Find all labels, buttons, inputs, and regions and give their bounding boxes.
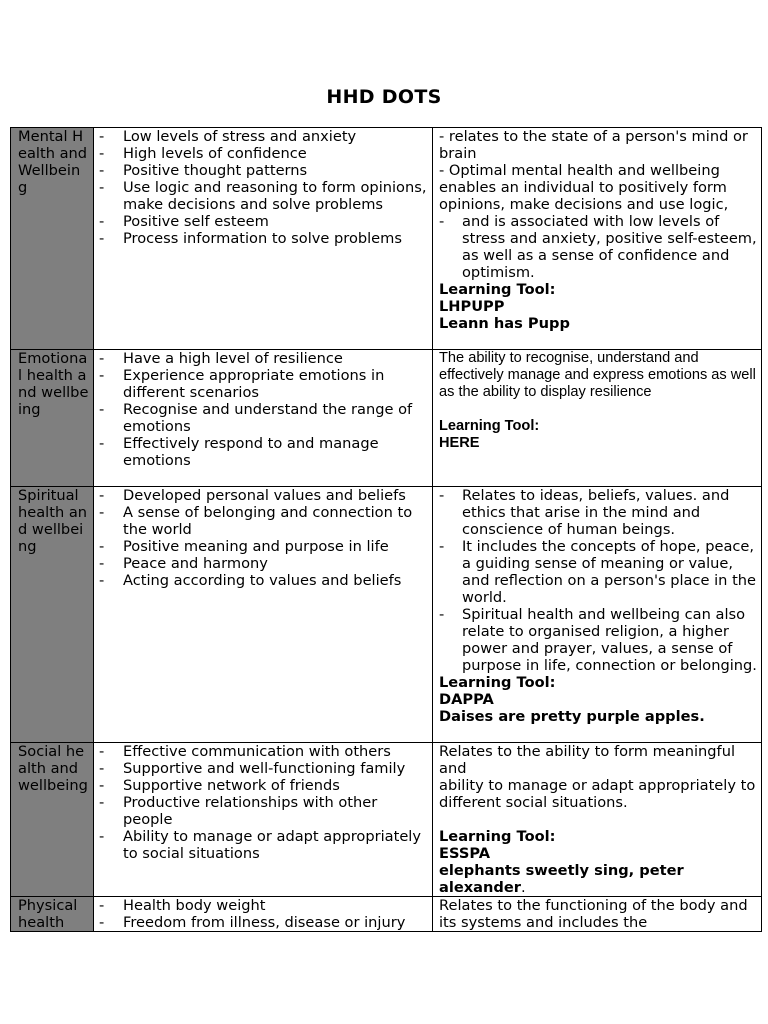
list-item: - Positive thought patterns	[99, 162, 428, 179]
list-item: - It includes the concepts of hope, peace, a guiding sense of meaning or value, and reflection on a person's place in the world.	[439, 538, 757, 606]
features-cell	[94, 487, 433, 743]
learning-tool-label: Learning Tool:	[439, 418, 540, 434]
category-cell: Mental Health and Wellbeing	[11, 128, 94, 350]
category-cell: Emotional health and wellbeing	[11, 350, 94, 487]
list-item: - Health body weight	[99, 897, 428, 914]
list-item: - Use logic and reasoning to form opinions, make decisions and solve problems	[99, 179, 428, 213]
learning-tool-label: Learning Tool:	[439, 828, 556, 845]
category-cell: Social health and wellbeing	[11, 743, 94, 897]
spacer	[439, 401, 757, 418]
list-item: - Supportive network of friends	[99, 777, 428, 794]
learning-tool-phrase: Leann has Pupp	[439, 315, 570, 332]
learning-tool-code: ESSPA	[439, 845, 490, 862]
list-item: - Relates to ideas, beliefs, values. and ethics that arise in the mind and conscience of human beings.	[439, 487, 757, 538]
description-cell	[433, 897, 762, 932]
features-cell	[94, 350, 433, 487]
list-item: - Freedom from illness, disease or injury	[99, 914, 428, 931]
list-item: - Supportive and well-functioning family	[99, 760, 428, 777]
learning-tool-code: LHPUPP	[439, 298, 505, 315]
description-cell	[433, 743, 762, 897]
table-row-emotional	[11, 350, 762, 487]
page-title: HHD DOTS	[326, 86, 442, 108]
list-item: - Productive relationships with other people	[99, 794, 428, 828]
list-item: - Effective communication with others	[99, 743, 428, 760]
table-row-social	[11, 743, 762, 897]
description-text: Relates to the functioning of the body and its systems and includes the	[439, 897, 748, 931]
spacer	[439, 811, 757, 828]
learning-tool-phrase-end: .	[520, 879, 526, 896]
table-row-physical	[11, 897, 762, 932]
description-text: ability to manage or adapt appropriately to different social situations.	[439, 777, 756, 811]
list-item: - and is associated with low levels of stress and anxiety, positive self-esteem, as well as a sense of confidence and optimism.	[439, 213, 757, 281]
list-item: - Positive meaning and purpose in life	[99, 538, 428, 555]
list-item: - Positive self esteem	[99, 213, 428, 230]
features-list	[99, 743, 428, 862]
description-list	[439, 487, 757, 674]
learning-tool-code: HERE	[439, 435, 480, 451]
description-text: - relates to the state of a person's mind or brain	[439, 128, 748, 162]
description-list	[439, 213, 757, 281]
features-list	[99, 487, 428, 589]
description-cell	[433, 128, 762, 350]
features-cell	[94, 128, 433, 350]
learning-tool-code: DAPPA	[439, 691, 494, 708]
list-item: - A sense of belonging and connection to the world	[99, 504, 428, 538]
description-text: The ability to recognise, understand and effectively manage and express emotions as well as the ability to display resilience	[439, 350, 756, 400]
description-cell	[433, 487, 762, 743]
list-item: - Peace and harmony	[99, 555, 428, 572]
features-list	[99, 350, 428, 469]
description-text: - Optimal mental health and wellbeing enables an individual to positively form opinions, make decisions and use logic,	[439, 162, 729, 213]
table-row-mental	[11, 128, 762, 350]
features-list	[99, 897, 428, 931]
list-item: - Recognise and understand the range of emotions	[99, 401, 428, 435]
category-cell: Physical health	[11, 897, 94, 932]
learning-tool-phrase: elephants sweetly sing, peter alexander	[439, 862, 684, 896]
features-cell	[94, 743, 433, 897]
category-cell: Spiritual health and wellbeing	[11, 487, 94, 743]
table-row-spiritual	[11, 487, 762, 743]
list-item: - Have a high level of resilience	[99, 350, 428, 367]
learning-tool-phrase: Daises are pretty purple apples.	[439, 708, 705, 725]
features-list	[99, 128, 428, 247]
features-cell	[94, 897, 433, 932]
list-item: - Experience appropriate emotions in different scenarios	[99, 367, 428, 401]
list-item: - Effectively respond to and manage emotions	[99, 435, 428, 469]
list-item: - High levels of confidence	[99, 145, 428, 162]
list-item: - Process information to solve problems	[99, 230, 428, 247]
list-item: - Ability to manage or adapt appropriately to social situations	[99, 828, 428, 862]
list-item: - Developed personal values and beliefs	[99, 487, 428, 504]
description-cell	[433, 350, 762, 487]
dots-table	[10, 127, 762, 932]
learning-tool-label: Learning Tool:	[439, 674, 556, 691]
learning-tool-label: Learning Tool:	[439, 281, 556, 298]
list-item: - Spiritual health and wellbeing can also relate to organised religion, a higher power and prayer, values, a sense of purpose in life, connection or belonging.	[439, 606, 757, 674]
list-item: - Acting according to values and beliefs	[99, 572, 428, 589]
list-item: - Low levels of stress and anxiety	[99, 128, 428, 145]
description-text: Relates to the ability to form meaningful and	[439, 743, 736, 777]
